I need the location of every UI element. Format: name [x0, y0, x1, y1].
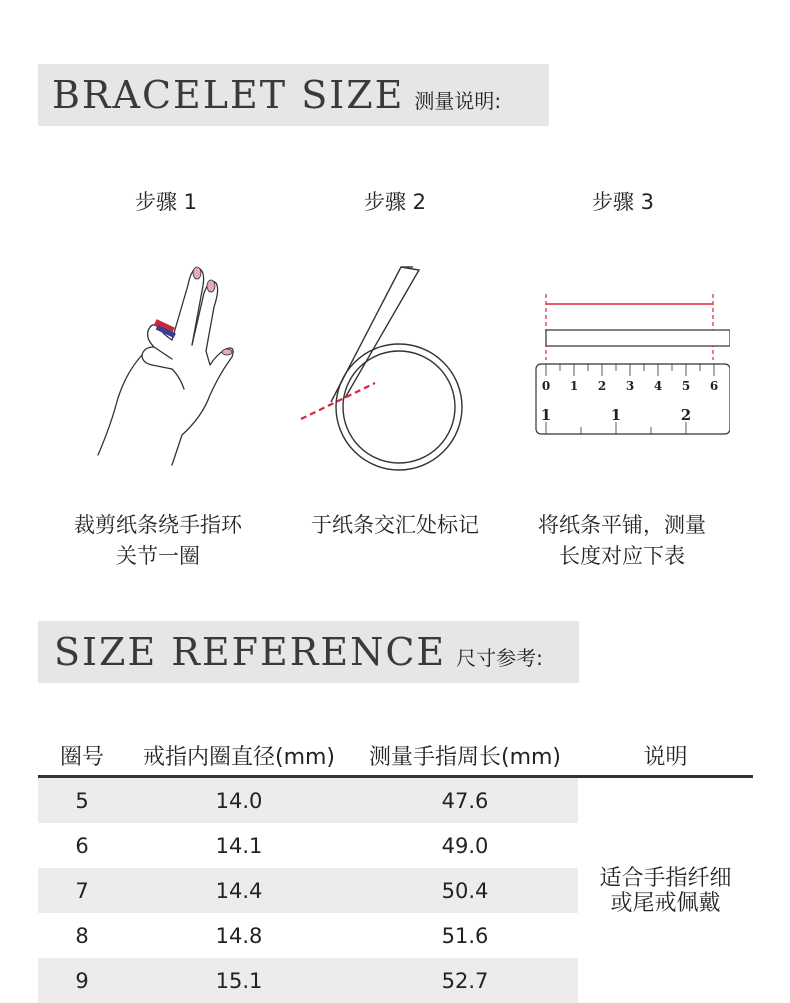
cell-circumference: 51.6 [352, 913, 578, 958]
size-reference-table [38, 735, 753, 1003]
ruler-bottom-label-1: 1 [541, 406, 551, 424]
step-3-description [502, 510, 742, 572]
ruler-top-label-4: 4 [654, 379, 662, 393]
cell-size: 5 [38, 777, 126, 824]
cell-diameter: 15.1 [126, 958, 352, 1003]
section-banner-size-reference [38, 621, 579, 683]
cell-size: 9 [38, 958, 126, 1003]
ruler-bottom-label-3: 2 [681, 406, 691, 424]
header-size: 圈号 [38, 735, 126, 777]
note-line1: 适合手指纤细 [578, 866, 753, 891]
step-3-title: 步骤 3 [543, 186, 703, 216]
step-1-description [38, 510, 278, 572]
hand-measuring-illustration [80, 255, 250, 470]
paper-loop-illustration [295, 262, 480, 477]
section-banner-bracelet-size [38, 64, 549, 126]
step-1-desc-line1: 裁剪纸条绕手指环 [38, 510, 278, 541]
step-3-desc-line2: 长度对应下表 [502, 541, 742, 572]
cell-diameter: 14.4 [126, 868, 352, 913]
cell-note [578, 777, 753, 1003]
cell-circumference: 50.4 [352, 868, 578, 913]
ruler-top-label-3: 3 [626, 379, 634, 393]
ruler-top-label-2: 2 [598, 379, 606, 393]
step-3-desc-line1: 将纸条平铺，测量 [502, 510, 742, 541]
header-diameter: 戒指内圈直径(mm) [126, 735, 352, 777]
ruler-top-label-0: 0 [542, 379, 550, 393]
table-header-row [38, 735, 753, 777]
ruler-illustration [530, 290, 730, 440]
table-row [38, 777, 753, 824]
section-title-en: SIZE REFERENCE [54, 621, 446, 683]
cell-circumference: 47.6 [352, 777, 578, 824]
note-line2: 或尾戒佩戴 [578, 891, 753, 916]
section-title-cn: 测量说明: [414, 85, 501, 114]
ruler-top-label-6: 6 [710, 379, 718, 393]
section-title-en: BRACELET SIZE [52, 64, 404, 126]
cell-circumference: 52.7 [352, 958, 578, 1003]
section-title-cn: 尺寸参考: [456, 642, 543, 671]
cell-size: 7 [38, 868, 126, 913]
ruler-top-label-5: 5 [682, 379, 690, 393]
cell-diameter: 14.8 [126, 913, 352, 958]
cell-diameter: 14.0 [126, 777, 352, 824]
header-note: 说明 [578, 735, 753, 777]
cell-diameter: 14.1 [126, 823, 352, 868]
header-circumference: 测量手指周长(mm) [352, 735, 578, 777]
cell-size: 6 [38, 823, 126, 868]
step-2-desc-line1: 于纸条交汇处标记 [275, 510, 515, 541]
step-2-description [275, 510, 515, 541]
cell-circumference: 49.0 [352, 823, 578, 868]
ruler-top-label-1: 1 [570, 379, 578, 393]
step-1-title: 步骤 1 [86, 186, 246, 216]
step-2-title: 步骤 2 [315, 186, 475, 216]
cell-size: 8 [38, 913, 126, 958]
ruler-bottom-label-2: 1 [611, 406, 621, 424]
step-1-desc-line2: 关节一圈 [38, 541, 278, 572]
